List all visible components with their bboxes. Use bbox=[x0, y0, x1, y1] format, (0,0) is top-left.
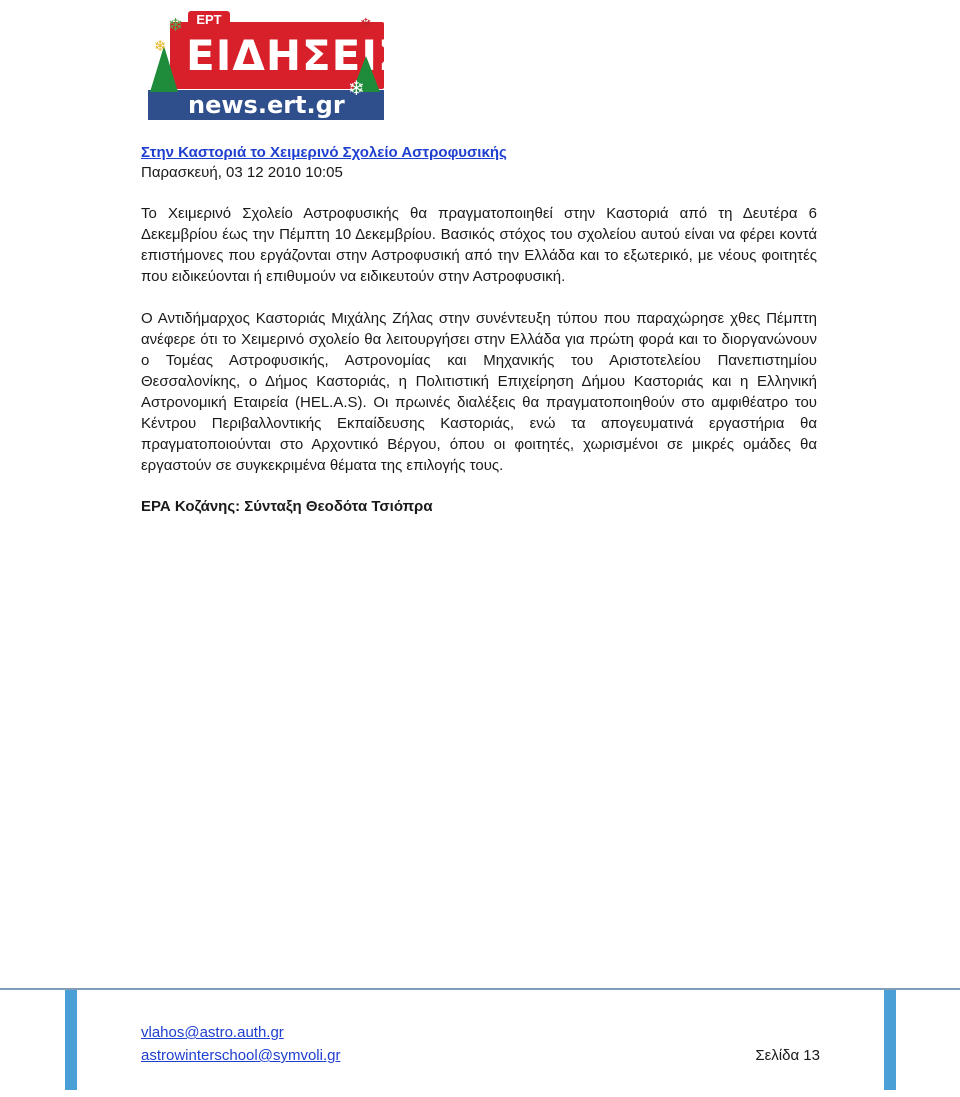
logo-url: news.ert.gr bbox=[188, 91, 345, 119]
snowflake-icon: ❄ bbox=[348, 78, 365, 100]
footer-right-bar bbox=[884, 990, 896, 1090]
article-paragraph: Το Χειμερινό Σχολείο Αστροφυσικής θα πραγματοποιηθεί στην Καστοριά από τη Δευτέρα 6 Δεκεμβρίου έως την Πέμπτη 10 Δεκεμβρίου. Βασικός στόχος του σχολείου αυτού είναι να φέρει κοντά επιστήμονες που εργάζονται στην Αστροφυσική από την Ελλάδα και το εξωτερικό, με νέους φοιτητές που ειδικεύονται ή επιθυμούν να ειδικευτούν στην Αστροφυσική. bbox=[141, 205, 817, 285]
article-signature: ΕΡΑ Κοζάνης: Σύνταξη Θεοδότα Τσιόπρα bbox=[141, 498, 433, 515]
footer-email-link[interactable]: vlahos@astro.auth.gr bbox=[141, 1024, 284, 1041]
snowflake-icon: ❄ bbox=[168, 15, 184, 35]
page-number: Σελίδα 13 bbox=[755, 1047, 820, 1064]
article-body bbox=[141, 140, 817, 517]
ert-news-logo bbox=[148, 10, 408, 120]
footer-left-bar bbox=[65, 990, 77, 1090]
snowflake-icon: ❄ bbox=[154, 38, 167, 55]
footer-divider bbox=[0, 988, 960, 990]
article-title-link[interactable]: Στην Καστοριά το Χειμερινό Σχολείο Αστροφυσικής bbox=[141, 144, 507, 161]
article-date: Παρασκευή, 03 12 2010 10:05 bbox=[141, 164, 343, 181]
footer-email-link[interactable]: astrowinterschool@symvoli.gr bbox=[141, 1047, 341, 1064]
article-paragraph: Ο Αντιδήμαρχος Καστοριάς Μιχάλης Ζήλας στην συνέντευξη τύπου που παραχώρησε χθες Πέμπτη ανέφερε ότι το Χειμερινό σχολείο θα λειτουργήσει στην Ελλάδα για πρώτη φορά και το διοργανώνουν ο Τομέας Αστροφυσικής, Αστρονομίας και Μηχανικής του Αριστοτελείου Πανεπιστημίου Θεσσαλονίκης, ο Δήμος Καστοριάς, η Πολιτιστική Επιχείρηση Δήμου Καστοριάς και η Ελληνική Αστρονομική Εταιρεία (HEL.A.S). Οι πρωινές διαλέξεις θα πραγματοποιηθούν στο αμφιθέατρο του Κέντρου Περιβαλλοντικής Εκπαίδευσης Καστοριάς, ενώ τα απογευματινά εργαστήρια θα πραγματοποιούνται στο Αρχοντικό Βέργου, όπου οι φοιτητές, χωρισμένοι σε μικρές ομάδες θα εργαστούν σε συγκεκριμένα θέματα της επιλογής τους. bbox=[141, 310, 817, 474]
snowflake-icon: ❄ bbox=[360, 15, 372, 31]
logo-title: ΕΙΔΗΣΕΙΣ bbox=[186, 31, 408, 80]
logo-ert-tab: ΕΡΤ bbox=[188, 11, 230, 29]
